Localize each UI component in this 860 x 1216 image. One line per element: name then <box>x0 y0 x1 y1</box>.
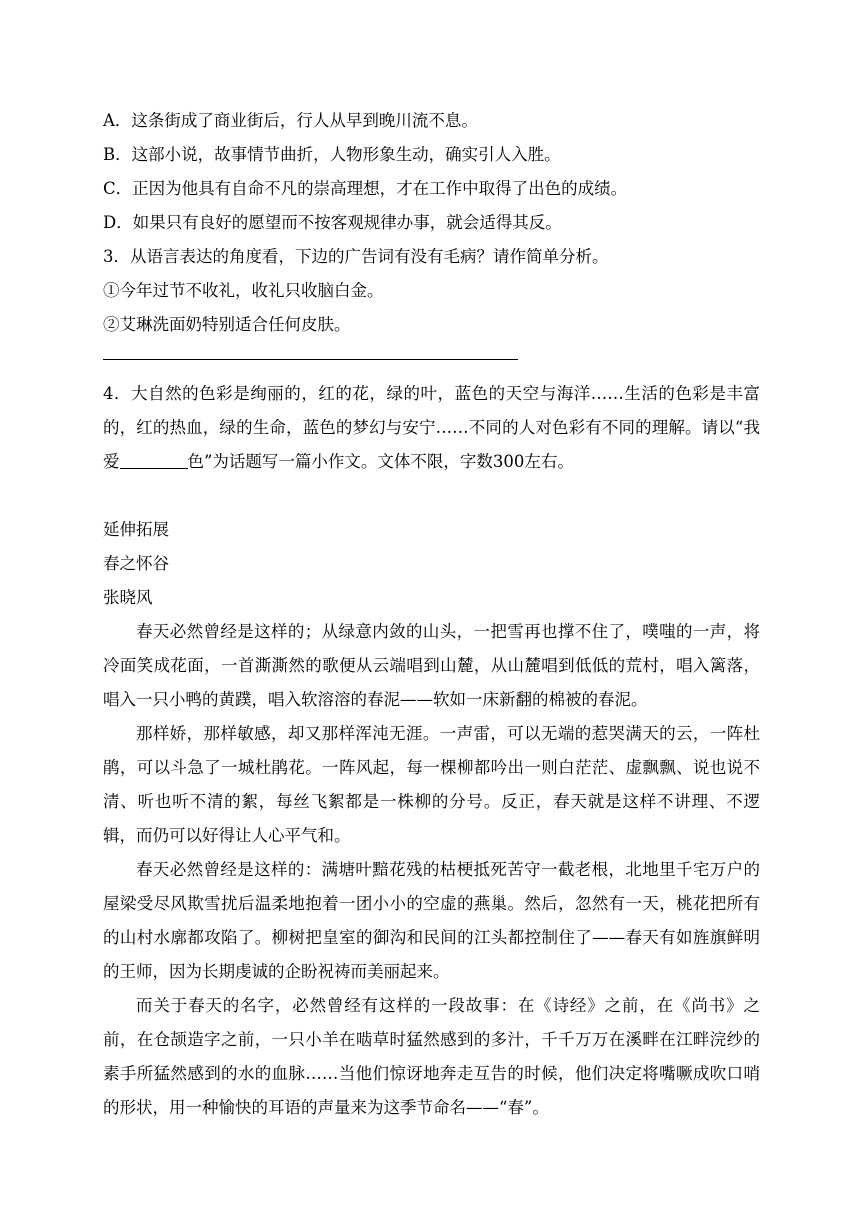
fill-in-blank <box>120 452 188 469</box>
option-a: A．这条街成了商业街后，行人从早到晚川流不息。 <box>103 111 478 130</box>
option-c: C．正因为他具有自命不凡的崇高理想，才在工作中取得了出色的成绩。 <box>103 179 628 198</box>
option-d: D．如果只有良好的愿望而不按客观规律办事，就会适得其反。 <box>103 213 562 232</box>
document-page <box>103 104 760 1125</box>
option-b: B．这部小说，故事情节曲折，人物形象生动，确实引人入胜。 <box>103 145 561 164</box>
question-3-item-1: ①今年过节不收礼，收礼只收脑白金。 <box>103 281 384 300</box>
article-paragraph: 春天必然曾经是这样的：满塘叶黯花残的枯梗抵死苦守一截老根，北地里千宅万户的屋梁受尽风欺雪扰后温柔地抱着一团小小的空虚的燕巢。然后，忽然有一天，桃花把所有的山村水廓都攻陷了。柳树把皇室的御沟和民间的江头都控制住了——春天有如旌旗鲜明的王师，因为长期虔诚的企盼祝祷而美丽起来。 <box>103 860 760 981</box>
article-paragraph: 而关于春天的名字，必然曾经有这样的一段故事：在《诗经》之前，在《尚书》之前，在仓颉造字之前，一只小羊在啮草时猛然感到的多汁，千千万万在溪畔在江畔浣纱的素手所猛然感到的水的血脉……当他们惊讶地奔走互告的时候，他们决定将嘴噘成吹口哨的形状，用一种愉快的耳语的声量来为这季节命名——“春”。 <box>103 996 760 1117</box>
article-title: 春之怀谷 <box>103 554 169 573</box>
question-4-text-after: 色”为话题写一篇小作文。文体不限，字数300左右。 <box>187 452 574 471</box>
section-title: 延伸拓展 <box>103 520 169 539</box>
question-4-text-before: 4．大自然的色彩是绚丽的，红的花，绿的叶，蓝色的天空与海洋……生活的色彩是丰富的，红的热血，绿的生命，蓝色的梦幻与安宁……不同的人对色彩有不同的理解。请以“我爱 <box>103 384 760 471</box>
answer-underline <box>103 359 518 360</box>
question-3-prompt: 3．从语言表达的角度看，下边的广告词有没有毛病？请作简单分析。 <box>103 247 609 266</box>
article-paragraph: 春天必然曾经是这样的；从绿意内敛的山头，一把雪再也撑不住了，噗嗤的一声，将冷面笑成花面，一首澌澌然的歌便从云端唱到山麓，从山麓唱到低低的荒村，唱入篱落，唱入一只小鸭的黄蹼，唱入软溶溶的春泥——软如一床新翻的棉被的春泥。 <box>103 622 760 709</box>
article-paragraph: 那样娇，那样敏感，却又那样浑沌无涯。一声雷，可以无端的惹哭满天的云，一阵杜鹃，可以斗急了一城杜鹃花。一阵风起，每一棵柳都吟出一则白茫茫、虚飘飘、说也说不清、听也听不清的絮，每丝飞絮都是一株柳的分号。反正，春天就是这样不讲理、不逻辑，而仍可以好得让人心平气和。 <box>103 724 760 845</box>
question-3-item-2: ②艾琳洗面奶特别适合任何皮肤。 <box>103 315 351 334</box>
question-4 <box>103 377 760 479</box>
article-author: 张晓风 <box>103 588 153 607</box>
spacer <box>103 479 760 513</box>
